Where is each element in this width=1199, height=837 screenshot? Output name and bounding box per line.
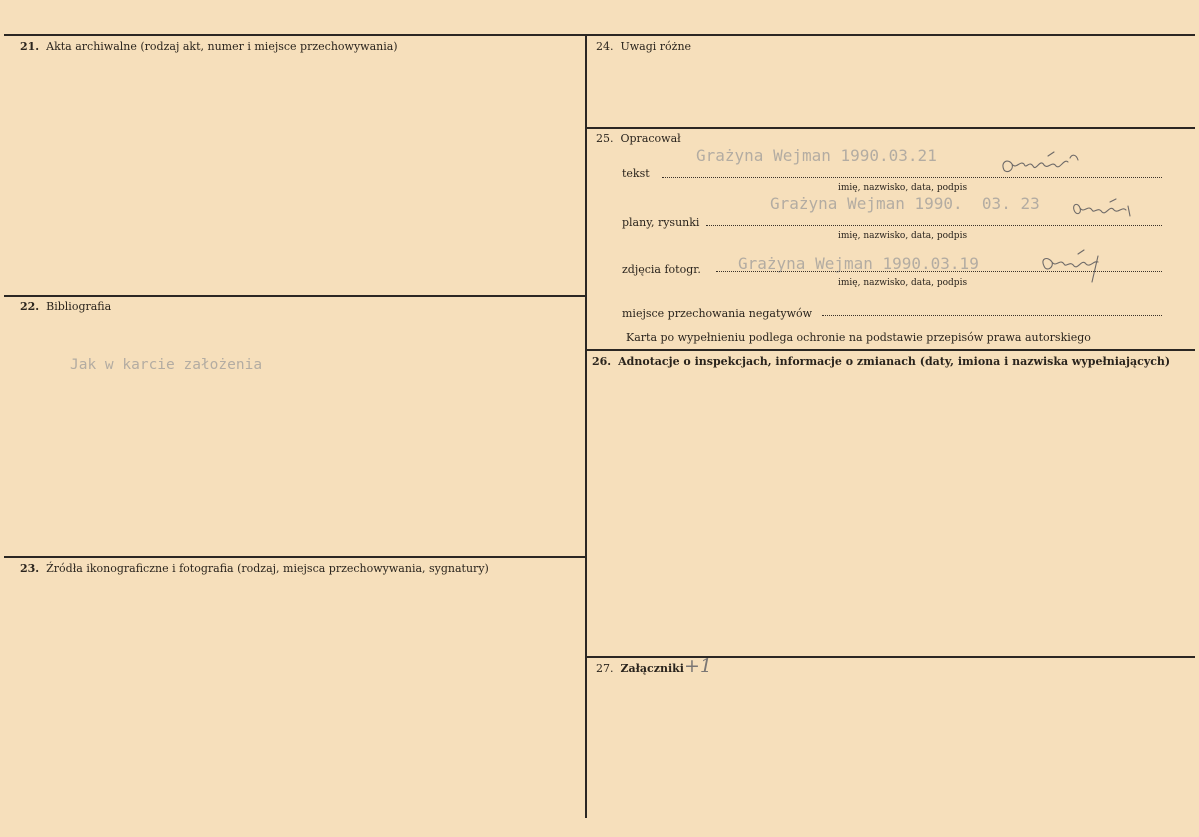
divider-26-27 xyxy=(586,656,1195,658)
section-26-heading xyxy=(592,355,1170,368)
divider-21-22 xyxy=(4,295,586,297)
section-22-number: 22. xyxy=(20,300,40,313)
zdjecia-signature xyxy=(1030,248,1120,288)
section-27-number: 27. xyxy=(596,662,614,675)
plany-signature xyxy=(1066,196,1146,226)
section-27-heading xyxy=(596,662,684,675)
negatywy-label: miejsce przechowania negatywów xyxy=(622,307,813,320)
tekst-signature xyxy=(992,148,1092,188)
section-22-heading xyxy=(20,300,111,313)
copyright-notice: Karta po wypełnieniu podlega ochronie na podstawie przepisów prawa autorskiego xyxy=(626,331,1091,344)
section-24-heading xyxy=(596,40,691,53)
section-21-heading xyxy=(20,40,398,53)
section-25-label: Opracował xyxy=(620,132,681,145)
section-25-heading xyxy=(596,132,681,145)
zdjecia-typed-value: Grażyna Wejman 1990.03.19 xyxy=(738,254,979,273)
plany-typed-value: Grażyna Wejman 1990. 03. 23 xyxy=(770,194,1040,213)
negatywy-field-line xyxy=(822,315,1162,316)
section-23-number: 23. xyxy=(20,562,40,575)
center-divider xyxy=(585,34,587,818)
tekst-caption: imię, nazwisko, data, podpis xyxy=(838,183,968,193)
divider-22-23 xyxy=(4,556,586,558)
zdjecia-label: zdjęcia fotogr. xyxy=(622,263,701,276)
section-23-label: Źródła ikonograficzne i fotografia (rodzaj, miejsca przechowywania, sygnatury) xyxy=(46,562,489,575)
plany-label: plany, rysunki xyxy=(622,216,700,229)
divider-24-25 xyxy=(586,127,1195,129)
plany-caption: imię, nazwisko, data, podpis xyxy=(838,231,968,241)
section-24-number: 24. xyxy=(596,40,614,53)
section-22-label: Bibliografia xyxy=(46,300,112,313)
plany-field-line xyxy=(706,225,1162,226)
tekst-field-line xyxy=(662,177,1162,178)
zdjecia-caption: imię, nazwisko, data, podpis xyxy=(838,278,968,288)
section-27-label: Załączniki xyxy=(620,662,684,675)
section-21-number: 21. xyxy=(20,40,40,53)
bibliography-typed-entry: Jak w karcie założenia xyxy=(70,357,263,373)
section-26-number: 26. xyxy=(592,355,612,368)
tekst-label: tekst xyxy=(622,167,650,180)
section-25-number: 25. xyxy=(596,132,614,145)
divider-25-26 xyxy=(586,349,1195,351)
zdjecia-field-line xyxy=(716,271,1162,272)
section-21-label: Akta archiwalne (rodzaj akt, numer i miejsce przechowywania) xyxy=(46,40,398,53)
section-23-heading xyxy=(20,562,489,575)
tekst-typed-value: Grażyna Wejman 1990.03.21 xyxy=(696,146,937,165)
section-26-label: Adnotacje o inspekcjach, informacje o zmianach (daty, imiona i nazwiska wypełniających) xyxy=(618,355,1171,368)
top-border xyxy=(4,34,1195,36)
section-24-label: Uwagi różne xyxy=(620,40,692,53)
attachments-handwritten: +1 xyxy=(684,655,713,677)
